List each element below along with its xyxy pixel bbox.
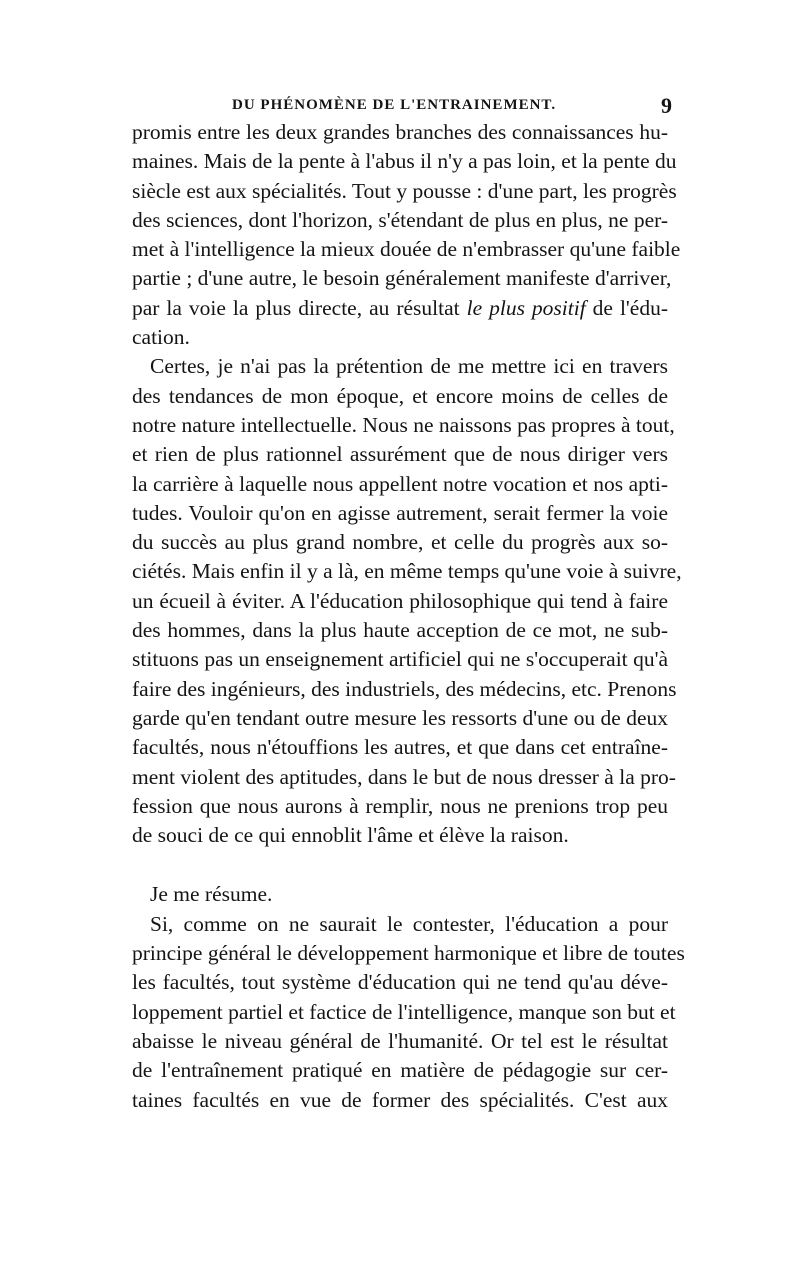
text-line: de souci de ce qui ennoblit l'âme et élève la raison. (132, 823, 569, 848)
text-line: siècle est aux spécialités. Tout y pousse : d'une part, les progrès (132, 178, 677, 203)
text-line (132, 294, 668, 323)
text-line: les facultés, tout système d'éducation qui ne tend qu'au déve- (132, 970, 668, 995)
text-line: Si, comme on ne saurait le contester, l'éducation a pour (150, 911, 668, 936)
text-line: tudes. Vouloir qu'on en agisse autrement, serait fermer la voie (132, 500, 668, 525)
text-line: ment violent des aptitudes, dans le but de nous dresser à la pro- (132, 764, 676, 789)
text-line: stituons pas un enseignement artificiel qui ne s'occuperait qu'à (132, 647, 668, 672)
text-line: facultés, nous n'étouffions les autres, et que dans cet entraîne- (132, 735, 668, 760)
text-line: principe général le développement harmonique et libre de toutes (132, 941, 685, 966)
text-line: maines. Mais de la pente à l'abus il n'y a pas loin, et la pente du (132, 149, 677, 174)
text-segment: par la voie la plus directe, au résultat (132, 295, 467, 320)
text-line: fession que nous aurons à remplir, nous ne prenions trop peu (132, 793, 668, 818)
text-line: abaisse le niveau général de l'humanité. Or tel est le résultat (132, 1028, 668, 1053)
text-line: notre nature intellectuelle. Nous ne naissons pas propres à tout, (132, 412, 675, 437)
text-line: promis entre les deux grandes branches des connaissances hu- (132, 120, 668, 144)
text-line: garde qu'en tendant outre mesure les ressorts d'une ou de deux (132, 705, 668, 730)
text-line: met à l'intelligence la mieux douée de n'embrasser qu'une faible (132, 237, 681, 262)
running-title: DU PHÉNOMÈNE DE L'ENTRAINEMENT. (232, 97, 557, 113)
text-line: taines facultés en vue de former des spécialités. C'est aux (132, 1087, 668, 1112)
text-segment: de l'édu- (585, 295, 668, 320)
text-line: et rien de plus rationnel assurément que de nous diriger vers (132, 442, 668, 467)
text-line: un écueil à éviter. A l'éducation philosophique qui tend à faire (132, 588, 668, 613)
text-line: partie ; d'une autre, le besoin généralement manifeste d'arriver, (132, 266, 672, 291)
text-line: des tendances de mon époque, et encore moins de celles de (132, 383, 668, 408)
text-line: des sciences, dont l'horizon, s'étendant de plus en plus, ne per- (132, 207, 668, 232)
text-line: du succès au plus grand nombre, et celle du progrès aux so- (132, 530, 668, 555)
text-line: Je me résume. (150, 882, 273, 907)
emphasized-text: le plus positif (466, 295, 586, 320)
text-line: de l'entraînement pratiqué en matière de pédagogie sur cer- (132, 1058, 668, 1083)
page-number: 9 (661, 93, 672, 118)
text-line: ciétés. Mais enfin il y a là, en même temps qu'une voie à suivre, (132, 559, 682, 584)
text-line: Certes, je n'ai pas la prétention de me mettre ici en travers (150, 354, 668, 379)
text-line: cation. (132, 325, 190, 350)
text-line: des hommes, dans la plus haute acception de ce mot, ne sub- (132, 618, 668, 643)
text-line: la carrière à laquelle nous appellent notre vocation et nos apti- (132, 471, 668, 496)
text-line: faire des ingénieurs, des industriels, des médecins, etc. Prenons (132, 676, 677, 701)
text-line: loppement partiel et factice de l'intelligence, manque son but et (132, 999, 676, 1024)
body-text (132, 118, 685, 1115)
